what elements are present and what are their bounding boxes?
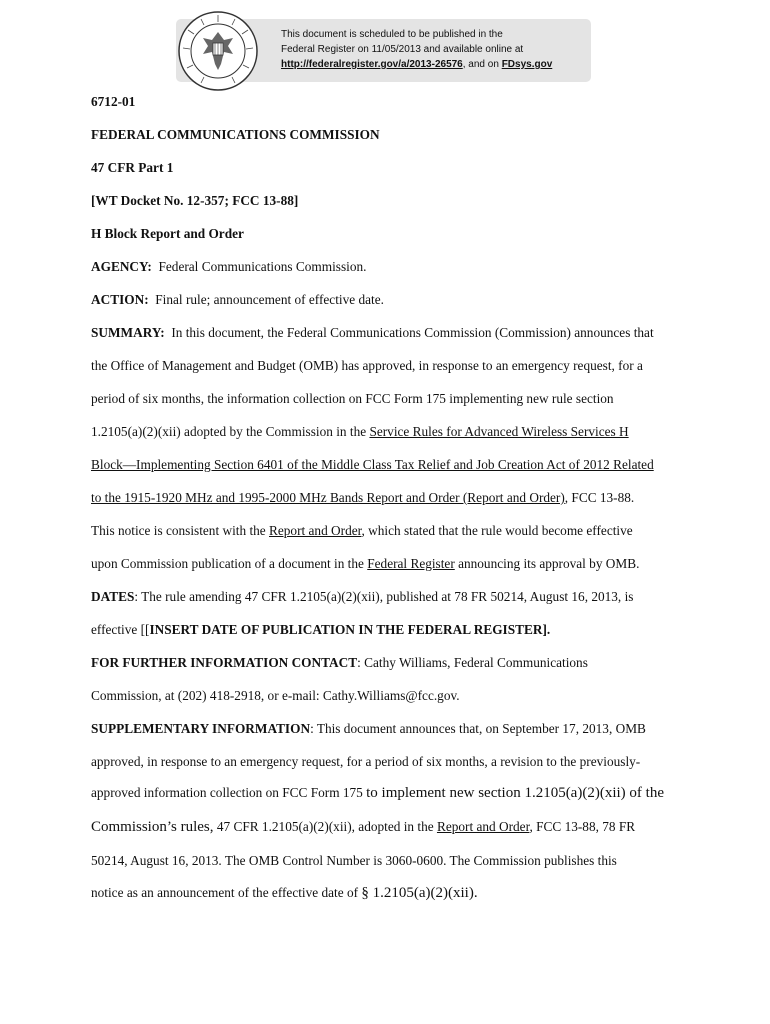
supplementary-text-4c: , FCC 13-88, 78 FR (529, 819, 636, 834)
agency-text: Federal Communications Commission. (158, 259, 367, 274)
supplementary-line-4 (91, 819, 635, 836)
summary-text-7a: This notice is consistent with the (91, 523, 270, 538)
supplementary-text-1: : This document announces that, on September 17, 2013, OMB (310, 721, 646, 736)
federal-register-link[interactable]: http://federalregister.gov/a/2013-26576 (281, 59, 463, 70)
publication-notice (281, 27, 552, 72)
summary-line-4 (91, 424, 629, 440)
supplementary-line-3 (91, 785, 664, 802)
dates-label: DATES (91, 589, 135, 604)
section-reference: § 1.2105(a)(2)(xii). (361, 885, 478, 901)
cfr-part: 47 CFR Part 1 (91, 160, 174, 175)
summary-line-6 (91, 490, 634, 506)
dates-text-1: : The rule amending 47 CFR 1.2105(a)(2)(xii), published at 78 FR 50214, August 16, 2013, is (134, 589, 634, 604)
summary-line-2: the Office of Management and Budget (OMB) has approved, in response to an emergency request, for a (91, 358, 643, 373)
notice-line-2: Federal Register on 11/05/2013 and available online at (281, 44, 524, 55)
contact-text-1: : Cathy Williams, Federal Communications (357, 655, 588, 670)
action-line (91, 292, 384, 308)
summary-line-7 (91, 523, 633, 539)
supplementary-line-6 (91, 885, 478, 902)
order-title-part-1: Service Rules for Advanced Wireless Services H (369, 424, 629, 439)
summary-line-8 (91, 556, 639, 572)
supplementary-text-6a: notice as an announcement of the effective date of (91, 885, 362, 900)
supplementary-text-4b: 47 CFR 1.2105(a)(2)(xii), adopted in the (213, 819, 437, 834)
document-code: 6712-01 (91, 94, 136, 109)
summary-line-3: period of six months, the information collection on FCC Form 175 implementing new rule section (91, 391, 614, 406)
insert-date-placeholder: INSERT DATE OF PUBLICATION IN THE FEDERAL REGISTER]. (149, 622, 551, 637)
supplementary-text-3b: to implement new section 1.2105(a)(2)(xii) of the (366, 785, 664, 801)
supplementary-line-1 (91, 721, 646, 737)
dates-line-2 (91, 622, 550, 638)
summary-text-7b: , which stated that the rule would become effective (361, 523, 633, 538)
notice-line-3 (281, 57, 552, 72)
report-and-order-ref: Report and Order (269, 523, 362, 538)
contact-label: FOR FURTHER INFORMATION CONTACT (91, 655, 358, 670)
supplementary-text-3a: approved information collection on FCC Form 175 (91, 785, 367, 800)
notice-line-1: This document is scheduled to be published in the (281, 29, 503, 40)
document-title: H Block Report and Order (91, 226, 244, 241)
summary-text-1: In this document, the Federal Communications Commission (Commission) announces that (171, 325, 654, 340)
contact-line-1 (91, 655, 588, 671)
supplementary-label: SUPPLEMENTARY INFORMATION (91, 721, 311, 736)
agency-line (91, 259, 366, 275)
contact-line-2: Commission, at (202) 418-2918, or e-mail: Cathy.Williams@fcc.gov. (91, 688, 460, 703)
summary-line-1 (91, 325, 654, 341)
fdsys-link[interactable]: FDsys.gov (501, 59, 553, 70)
notice-and-on: , and on (462, 59, 499, 70)
supplementary-line-5: 50214, August 16, 2013. The OMB Control Number is 3060-0600. The Commission publishes this (91, 853, 617, 868)
summary-text-8a: upon Commission publication of a document in the (91, 556, 368, 571)
federal-register-ref: Federal Register (367, 556, 455, 571)
supplementary-text-4a: Commission’s rules, (91, 819, 214, 835)
action-text: Final rule; announcement of effective date. (155, 292, 384, 307)
order-title-part-2: Block—Implementing Section 6401 of the Middle Class Tax Relief and Job Creation Act of 2012 Related (91, 457, 654, 472)
summary-text-4: 1.2105(a)(2)(xii) adopted by the Commission in the (91, 424, 370, 439)
agency-heading: FEDERAL COMMUNICATIONS COMMISSION (91, 127, 380, 142)
summary-text-8b: announcing its approval by OMB. (454, 556, 640, 571)
action-label: ACTION: (91, 292, 149, 307)
summary-text-6: , FCC 13-88. (564, 490, 635, 505)
order-title-part-3: to the 1915-1920 MHz and 1995-2000 MHz Bands Report and Order (Report and Order) (91, 490, 565, 505)
docket-number: [WT Docket No. 12-357; FCC 13-88] (91, 193, 299, 208)
report-and-order-ref-2: Report and Order (436, 819, 530, 834)
fcc-seal-icon (177, 10, 259, 92)
summary-label: SUMMARY: (91, 325, 165, 340)
dates-line-1 (91, 589, 633, 605)
agency-label: AGENCY: (91, 259, 152, 274)
dates-text-2a: effective [[ (91, 622, 150, 637)
supplementary-line-2: approved, in response to an emergency request, for a period of six months, a revision to the previously- (91, 754, 641, 769)
